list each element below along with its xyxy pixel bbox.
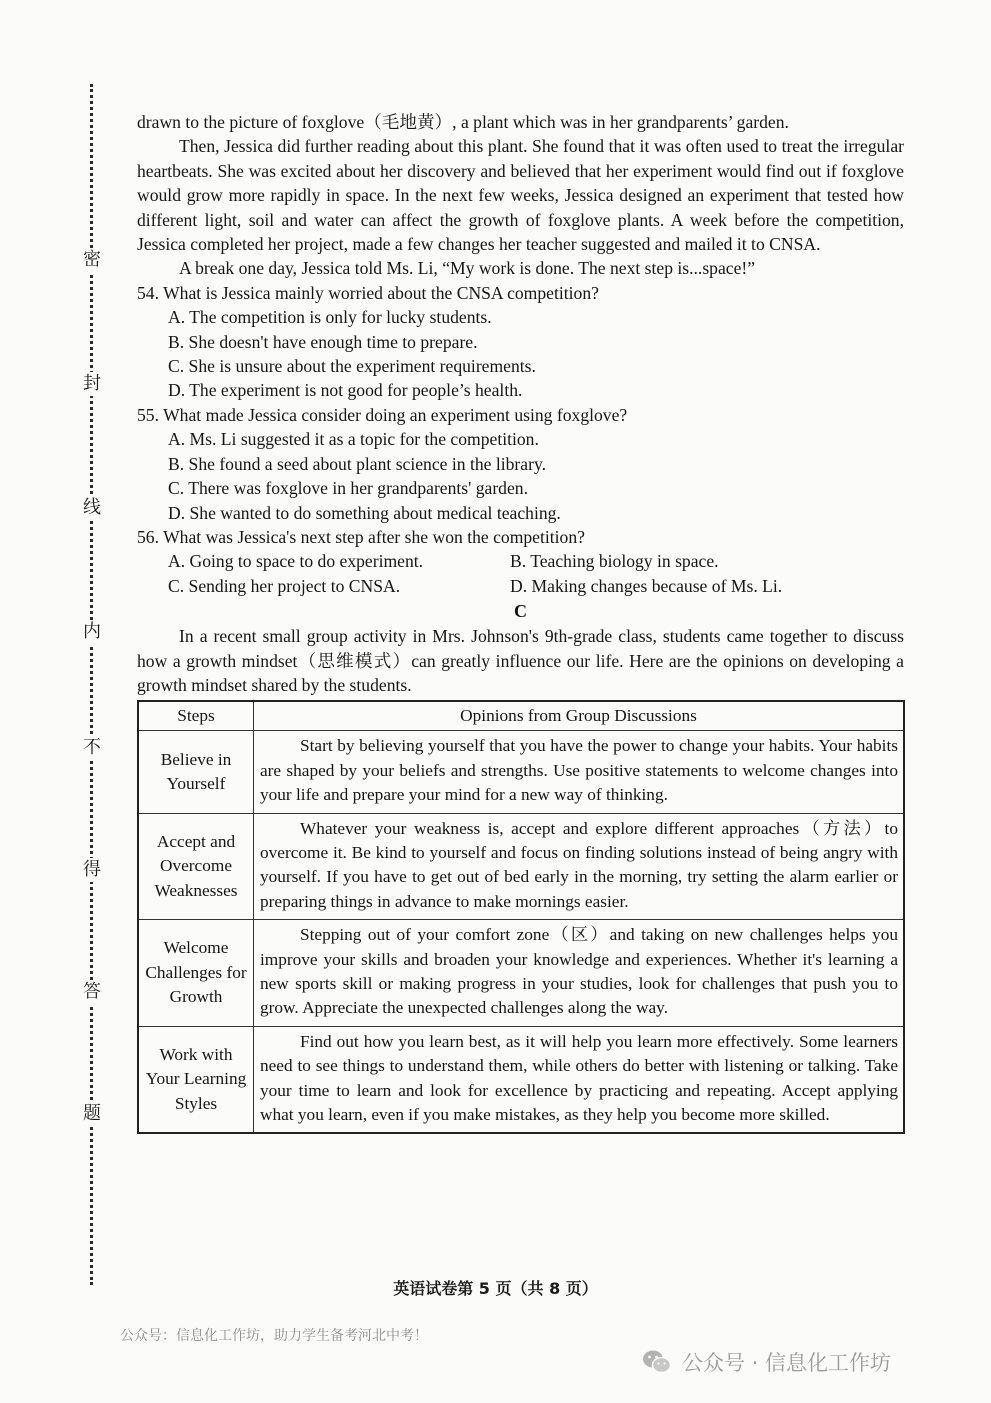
option-a: A. The competition is only for lucky students. — [168, 307, 492, 328]
option-d: D. Making changes because of Ms. Li. — [510, 575, 783, 596]
option-c: C. There was foxglove in her grandparents' garden. — [168, 478, 528, 499]
passage-intro: In a recent small group activity in Mrs. Johnson's 9th-grade class, students came together to discuss how a growth mindset（思维模式）can greatly influence our life. Here are the opinions on developing a growth mindset shared by the students. — [137, 626, 904, 695]
binding-char: 不 — [80, 736, 104, 760]
option-b: B. Teaching biology in space. — [510, 551, 719, 572]
binding-char: 题 — [80, 1102, 104, 1126]
opinion-text: Stepping out of your comfort zone（区）and taking on new challenges helps you improve your skills and broaden your knowledge and experiences. Whether it's learning a new sports skill or making progress in your studies, look for challenges that push you to grow. Appreciate the unexpected challenges along the way. — [260, 925, 898, 1018]
opinion-text: Find out how you learn best, as it will help you learn more effectively. Some learners need to see things to understand them, while others do better with listening or talking. Take your time to learn and look for excellence by practicing and repeating. Accept applying what you learn, even if you make mistakes, as they help you become more skilled. — [260, 1031, 898, 1125]
passage-paragraph: Then, Jessica did further reading about this plant. She found that it was often used to treat the irregular heartbeats. She was excited about her discovery and believed that her experiment would find out if foxglove would grow more rapidly in space. In the next few weeks, Jessica designed an experiment that tested how different light, soil and water can affect the growth of foxglove plants. A week before the competition, Jessica completed her project, made a few changes her teacher suggested and mailed it to CNSA. — [137, 136, 904, 255]
opinion-cell — [254, 813, 905, 920]
question-stem: 56. What was Jessica's next step after she won the competition? — [137, 526, 585, 547]
passage-paragraph: drawn to the picture of foxglove（毛地黄）, a plant which was in her grandparents’ garden. — [137, 112, 789, 132]
table-row — [138, 920, 904, 1027]
question-56 — [137, 525, 904, 598]
option-b: B. She doesn't have enough time to prepare. — [168, 331, 478, 352]
exam-page-content — [137, 110, 904, 1134]
table-row — [138, 813, 904, 920]
question-stem: 54. What is Jessica mainly worried about the CNSA competition? — [137, 282, 599, 303]
option-a: A. Going to space to do experiment. — [168, 551, 424, 572]
step-cell: Welcome Challenges for Growth — [138, 920, 254, 1027]
option-c: C. Sending her project to CNSA. — [168, 575, 401, 596]
opinion-cell — [254, 731, 905, 813]
table-row — [138, 1026, 904, 1133]
table-header: Steps — [138, 701, 254, 731]
wechat-watermark — [642, 1347, 891, 1377]
step-cell: Believe in Yourself — [138, 731, 254, 813]
binding-char: 封 — [80, 372, 104, 396]
opinions-table — [137, 700, 905, 1134]
binding-char: 密 — [80, 248, 104, 272]
watermark-account: 公众号 · 信息化工作坊 — [682, 1351, 892, 1375]
option-a: A. Ms. Li suggested it as a topic for the competition. — [168, 429, 539, 450]
wechat-icon — [642, 1349, 672, 1375]
step-cell: Accept and Overcome Weaknesses — [138, 813, 254, 920]
step-cell: Work with Your Learning Styles — [138, 1026, 254, 1133]
opinion-cell — [254, 1026, 905, 1133]
page-footer: 英语试卷第 5 页（共 8 页） — [393, 1279, 598, 1298]
opinion-text: Start by believing yourself that you have the power to change your habits. Your habits are shaped by your beliefs and strengths. Use positive statements to welcome changes into your life and prepare your mind for a new way of thinking. — [260, 736, 898, 805]
question-stem: 55. What made Jessica consider doing an experiment using foxglove? — [137, 404, 628, 425]
option-b: B. She found a seed about plant science in the library. — [168, 453, 546, 474]
table-header: Opinions from Group Discussions — [254, 701, 905, 731]
opinion-text: Whatever your weakness is, accept and explore different approaches（方法）to overcome it. Be kind to yourself and focus on finding solutions instead of being angry with yourself. If you have to get out of bed early in the morning, try setting the alarm earlier or preparing things in advance to make mornings easier. — [260, 818, 898, 911]
option-d: D. The experiment is not good for people’s health. — [168, 380, 523, 401]
binding-char: 内 — [80, 620, 104, 644]
binding-char: 得 — [80, 858, 104, 882]
question-55 — [137, 403, 904, 525]
table-header-row — [138, 701, 904, 731]
opinion-cell — [254, 920, 905, 1027]
section-title: C — [514, 601, 527, 622]
question-54 — [137, 281, 904, 403]
option-d: D. She wanted to do something about medical teaching. — [168, 502, 561, 523]
watermark-text: 公众号：信息化工作坊，助力学生备考河北中考！ — [120, 1328, 428, 1344]
option-c: C. She is unsure about the experiment requirements. — [168, 356, 536, 377]
binding-char: 答 — [80, 980, 104, 1004]
passage-paragraph: A break one day, Jessica told Ms. Li, “My work is done. The next step is...space!” — [179, 258, 756, 279]
binding-char: 线 — [80, 496, 104, 520]
table-row — [138, 731, 904, 813]
